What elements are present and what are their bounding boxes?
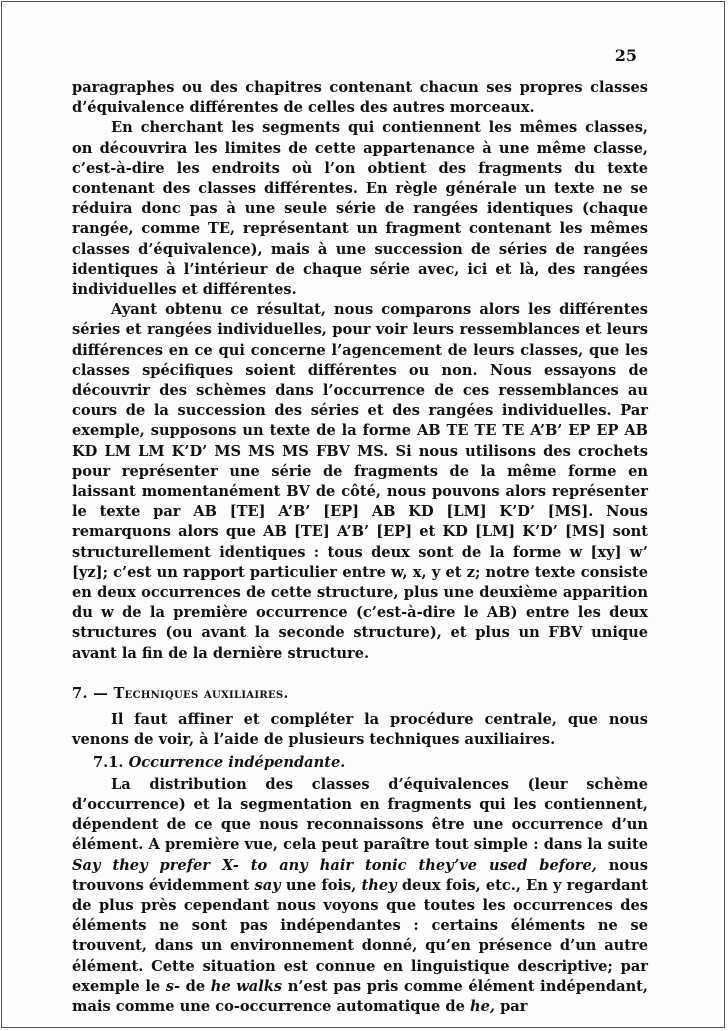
subsection-title: Occurrence indépendante. xyxy=(128,753,346,771)
page-number: 25 xyxy=(614,46,637,65)
text-run: nous trouvons évidemment xyxy=(72,856,648,894)
paragraph-independent-occurrence xyxy=(72,775,648,1017)
text-run: une fois, xyxy=(280,876,362,894)
paragraph-comparison: Ayant obtenu ce résultat, nous comparons alors les différentes séries et rangées individuelles, pour voir leurs ressemblances et leurs différences en ce qui concerne l’agencement de leurs classes, que les classes spécifiques soient différentes ou non. Nous essayons de découvrir des schèmes dans l’occurrence de ces ressemblances au cours de la succession des séries et des rangées individuelles. Par exemple, supposons un texte de la forme AB TE TE TE A’B’ EP EP AB KD LM LM K’D’ MS MS MS FBV MS. Si nous utilisons des crochets pour représenter une série de fragments de la même forme en laissant momentanément BV de côté, nous pouvons alors représenter le texte par AB [TE] A’B’ [EP] AB KD [LM] K’D’ [MS]. Nous remarquons alors que AB [TE] A’B’ [EP] et KD [LM] K’D’ [MS] sont structurellement identiques : tous deux sont de la forme w [xy] w’ [yz]; c’est un rapport particulier entre w, x, y et z; notre texte consiste en deux occurrences de cette structure, plus une deuxième apparition du w de la première occurrence (c’est-à-dire le AB) entre les deux structures (ou avant la seconde structure), et plus un FBV unique avant la fin de la dernière structure. xyxy=(72,301,648,662)
example-sentence: Say they prefer X- to any hair tonic they’ve used before, xyxy=(72,856,597,874)
paragraph-segments: En cherchant les segments qui contiennent les mêmes classes, on découvrira les limites de cette appartenance à une même classe, c’est-à-dire les endroits où l’on obtient des fragments du texte contenant des classes différentes. En règle générale un texte ne se réduira donc pas à une seule série de rangées identiques (chaque rangée, comme TE, représentant un fragment contenant les mêmes classes d’équivalence), mais à une succession de séries de rangées identiques à l’intérieur de chaque série avec, ici et là, des rangées individuelles et différentes. xyxy=(72,119,648,299)
subsection-number: 7.1. xyxy=(93,753,124,771)
example-word-they: they xyxy=(361,876,397,894)
example-word-say: say xyxy=(254,876,281,894)
section-heading xyxy=(72,684,648,704)
paragraph-intro-techniques: Il faut affiner et compléter la procédure centrale, que nous venons de voir, à l’aide de plusieurs techniques auxiliaires. xyxy=(72,711,648,749)
body-text xyxy=(72,78,648,1017)
text-run: de xyxy=(180,977,211,995)
section-number: 7. — xyxy=(72,684,109,702)
section-title: Techniques auxiliaires. xyxy=(113,684,289,702)
document-page xyxy=(1,1,725,1028)
paragraph-continuation: paragraphes ou des chapitres contenant chacun ses propres classes d’équivalence différentes de celles des autres morceaux. xyxy=(72,79,648,117)
text-run: deux fois, etc., En y regardant de plus près cependant nous voyons que toutes les occurrences des éléments ne sont pas indépendantes : certains éléments ne se trouvent, dans un environnement donné, qu’en présence d’un autre élément. Cette situation est connue en linguistique descriptive; par exemple le xyxy=(72,876,648,995)
text-run: La distribution des classes d’équivalences (leur schème d’occurrence) et la segmentation en fragments qui les contiennent, dépendent de ce que nous reconnaissons être une occurrence d’un élément. A première vue, cela peut paraître tout simple : dans la suite xyxy=(72,775,648,854)
example-word-he: he, xyxy=(470,997,495,1015)
text-run: par xyxy=(494,997,528,1015)
text-run: n’est pas pris comme élément indépendant, mais comme une co-occurrence automatique de xyxy=(72,977,648,1015)
example-morpheme-s: s- xyxy=(165,977,181,995)
subsection-heading xyxy=(72,753,648,773)
example-phrase-he-walks: he walks xyxy=(210,977,283,995)
